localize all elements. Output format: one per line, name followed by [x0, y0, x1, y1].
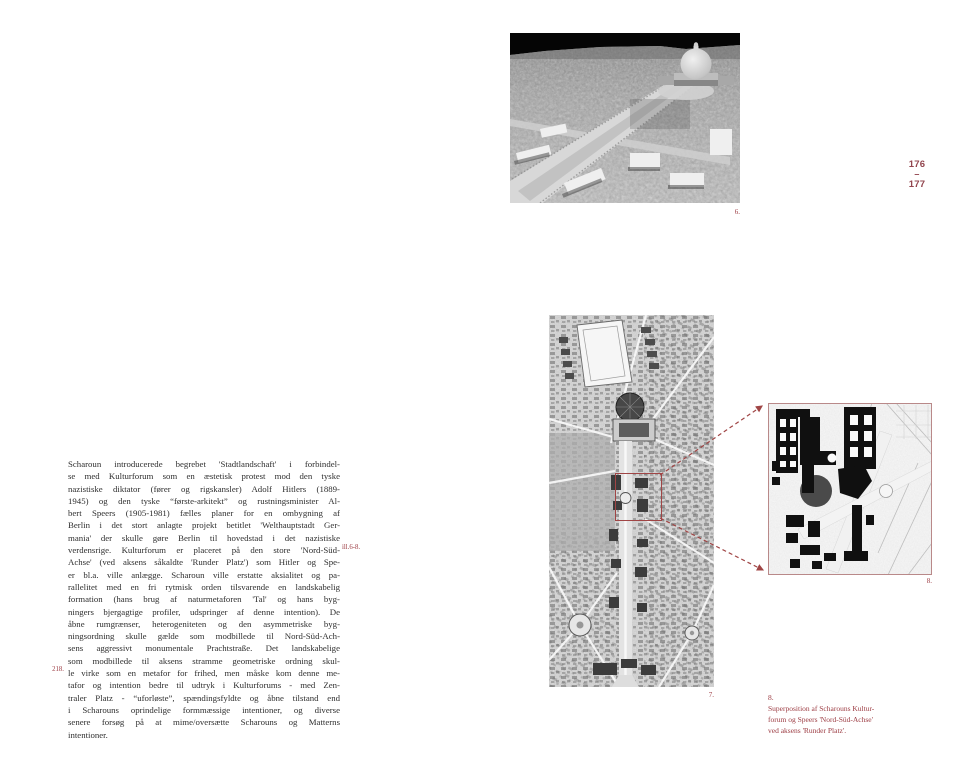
germania-model-photo-image	[510, 33, 740, 203]
body-text-line: ningers bjergagtige profiler, udspringer af denne intention). De	[68, 606, 340, 617]
kulturforum-superposition-map-image	[768, 403, 932, 575]
berlin-axis-map	[549, 315, 714, 687]
figure-8-caption-line: forum og Speers 'Nord-Süd-Achse'	[768, 715, 873, 724]
body-text-line: traler Platz - “uforløste”, spændingsfyldte og åbne tilstand end	[68, 692, 340, 703]
kulturforum-superposition-map	[768, 403, 932, 575]
page-numbers	[896, 159, 938, 190]
body-text-line: er bl.a. ville anlægge. Scharoun ville erstatte aksialitet og pa-	[68, 569, 340, 580]
body-text-line: 1945) og den tyske “første-arkitekt” og rustningsminister Al-	[68, 495, 340, 506]
body-text-line: mania' der skulle gøre Berlin til hovedstad i det nazistiske	[68, 532, 340, 543]
body-text-line: tafor og intention bedre til udtryk i Kulturforums - med Zen-	[68, 680, 340, 691]
margin-note-illustration-ref: ill.6-8.	[342, 544, 361, 551]
figure-8-caption-text	[768, 692, 946, 736]
margin-note-footnote-ref: 218.	[52, 666, 64, 673]
body-text-line: formation (hans brug af naturmetaforen 'Tal' og hans byg-	[68, 594, 340, 605]
body-text-line: nazistiske diktator (fører og rigskansler) Adolf Hitlers (1889-	[68, 483, 340, 494]
page-number-separator: –	[914, 169, 920, 179]
body-text-line: intentioner.	[68, 729, 108, 740]
body-text-line: le virke som en metafor for frihed, men måske kom denne me-	[68, 668, 340, 679]
map-highlight-rectangle	[615, 473, 662, 521]
figure-8-caption-line: 8.	[768, 693, 774, 702]
body-text-line: verdensrige. Kulturforum er placeret på den store 'Nord-Süd-	[68, 545, 340, 556]
body-text-line: som modbillede til aksens stramme geometriske ordning skul-	[68, 655, 340, 666]
body-text-line: se med Kulturforum som en æstetisk protest mod den tyske	[68, 471, 340, 482]
figure-6-caption-number: 6.	[734, 208, 740, 216]
body-text-line: sens aggressivt monumentale Prachtstraße. Det landskabelige	[68, 643, 340, 654]
body-text-line: senere forsøg på at mime/oversætte Scharouns og Matterns	[68, 717, 340, 728]
body-text-line: bert Speers (1905-1981) fælles planer for en ombygning af	[68, 508, 340, 519]
germania-model-photo	[510, 33, 740, 203]
body-text-line: rallelitet med en fri rytmisk orden tilsvarende en landskabelig	[68, 581, 340, 592]
figure-8-caption-line: ved aksens 'Runder Platz'.	[768, 726, 847, 735]
figure-8-caption-line: Superposition af Scharouns Kultur-	[768, 704, 875, 713]
body-text-line: Berlin i det stort anlagte projekt betitlet 'Welthauptstadt Ger-	[68, 520, 340, 531]
body-text-line: i Scharouns oprindelige formmæssige intentioner, og diverse	[68, 704, 340, 715]
body-text-line: Scharoun introducerede begrebet 'Stadtlandschaft' i forbindel-	[68, 459, 340, 469]
body-text-column	[68, 458, 340, 741]
page-number-left: 176	[908, 159, 926, 170]
body-text-line: åbne rumgrænser, heterogeniteten og den asymmetriske byg-	[68, 618, 340, 629]
body-text-line: ningsordning skulle gælde som modbillede til Nord-Süd-Ach-	[68, 631, 340, 642]
body-text-line: Achse' (ved aksens såkaldte 'Runder Platz') som Hitler og Spe-	[68, 557, 340, 568]
page-number-right: 177	[908, 179, 926, 190]
figure-8-caption-number: 8.	[926, 577, 932, 585]
figure-7-caption-number: 7.	[708, 691, 714, 699]
